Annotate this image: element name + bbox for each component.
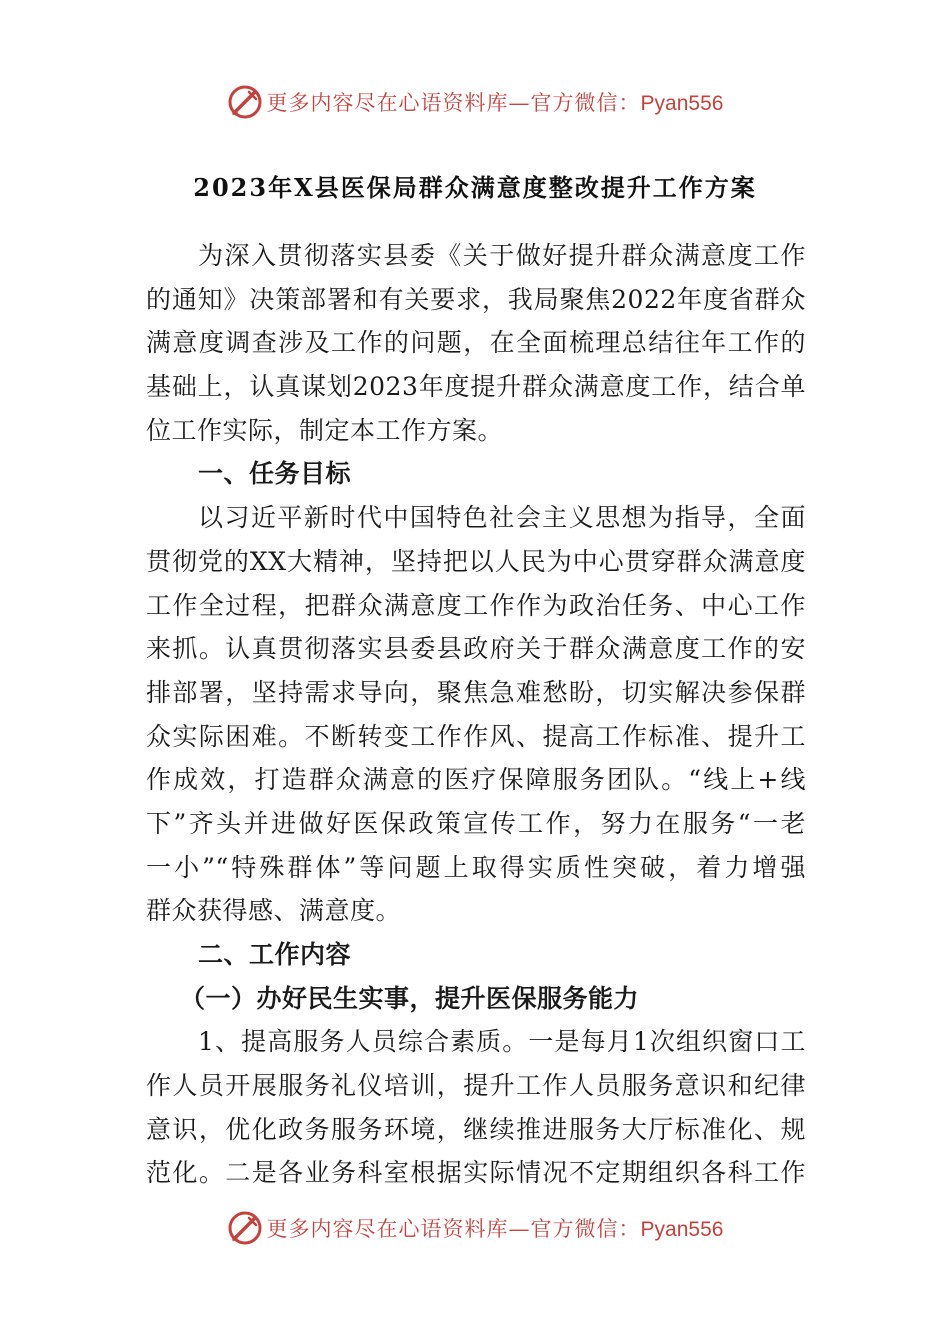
paragraph-line: 意识，优化政务服务环境，继续推进服务大厅标准化、规 [146,1114,806,1144]
paragraph-line: 的通知》决策部署和有关要求，我局聚焦2022年度省群众 [146,284,806,314]
paragraph-line: 为深入贯彻落实县委《关于做好提升群众满意度工作 [198,241,806,270]
section-heading: 一、任务目标 [198,459,352,489]
paragraph-line: 来抓。认真贯彻落实县委县政府关于群众满意度工作的安 [146,634,806,664]
paragraph-line: 以习近平新时代中国特色社会主义思想为指导，全面 [198,503,806,533]
document-body [146,234,806,1195]
watermark-banner-bottom [0,1208,950,1248]
subsection-heading: （一）办好民生实事，提升医保服务能力 [180,983,640,1013]
paragraph-line: 群众获得感、满意度。 [146,896,402,926]
watermark-text: 更多内容尽在心语资料库—官方微信：Pyan556 [266,1217,724,1241]
paragraph-line: 排部署，坚持需求导向，聚焦急难愁盼，切实解决参保群 [146,677,806,707]
document-title: 2023年X县医保局群众满意度整改提升工作方案 [193,173,757,202]
paragraph-line: 1、提高服务人员综合素质。一是每月1次组织窗口工 [198,1027,806,1057]
paragraph-line: 基础上，认真谋划2023年度提升群众满意度工作，结合单 [146,372,806,402]
paragraph-line: 范化。二是各业务科室根据实际情况不定期组织各科工作 [146,1158,806,1188]
paragraph-line: 工作全过程，把群众满意度工作作为政治任务、中心工作 [146,590,806,620]
paragraph-line: 一小”“特殊群体”等问题上取得实质性突破，着力增强 [146,852,806,882]
paragraph-line: 作人员开展服务礼仪培训，提升工作人员服务意识和纪律 [146,1071,806,1101]
watermark-text: 更多内容尽在心语资料库—官方微信：Pyan556 [266,91,724,115]
paragraph-line: 众实际困难。不断转变工作作风、提高工作标准、提升工 [146,721,806,751]
paragraph-line: 满意度调查涉及工作的问题，在全面梳理总结往年工作的 [146,328,806,358]
paragraph-line: 贯彻党的XX大精神，坚持把以人民为中心贯穿群众满意度 [146,546,806,576]
pen-logo-icon [227,84,263,120]
paragraph-line: 作成效，打造群众满意的医疗保障服务团队。“线上+线 [146,765,806,795]
paragraph-line: 下”齐头并进做好医保政策宣传工作，努力在服务“一老 [146,808,806,838]
watermark-banner-top [0,82,950,122]
pen-logo-icon [227,1210,263,1246]
section-heading: 二、工作内容 [198,940,352,969]
paragraph-line: 位工作实际，制定本工作方案。 [146,415,504,445]
